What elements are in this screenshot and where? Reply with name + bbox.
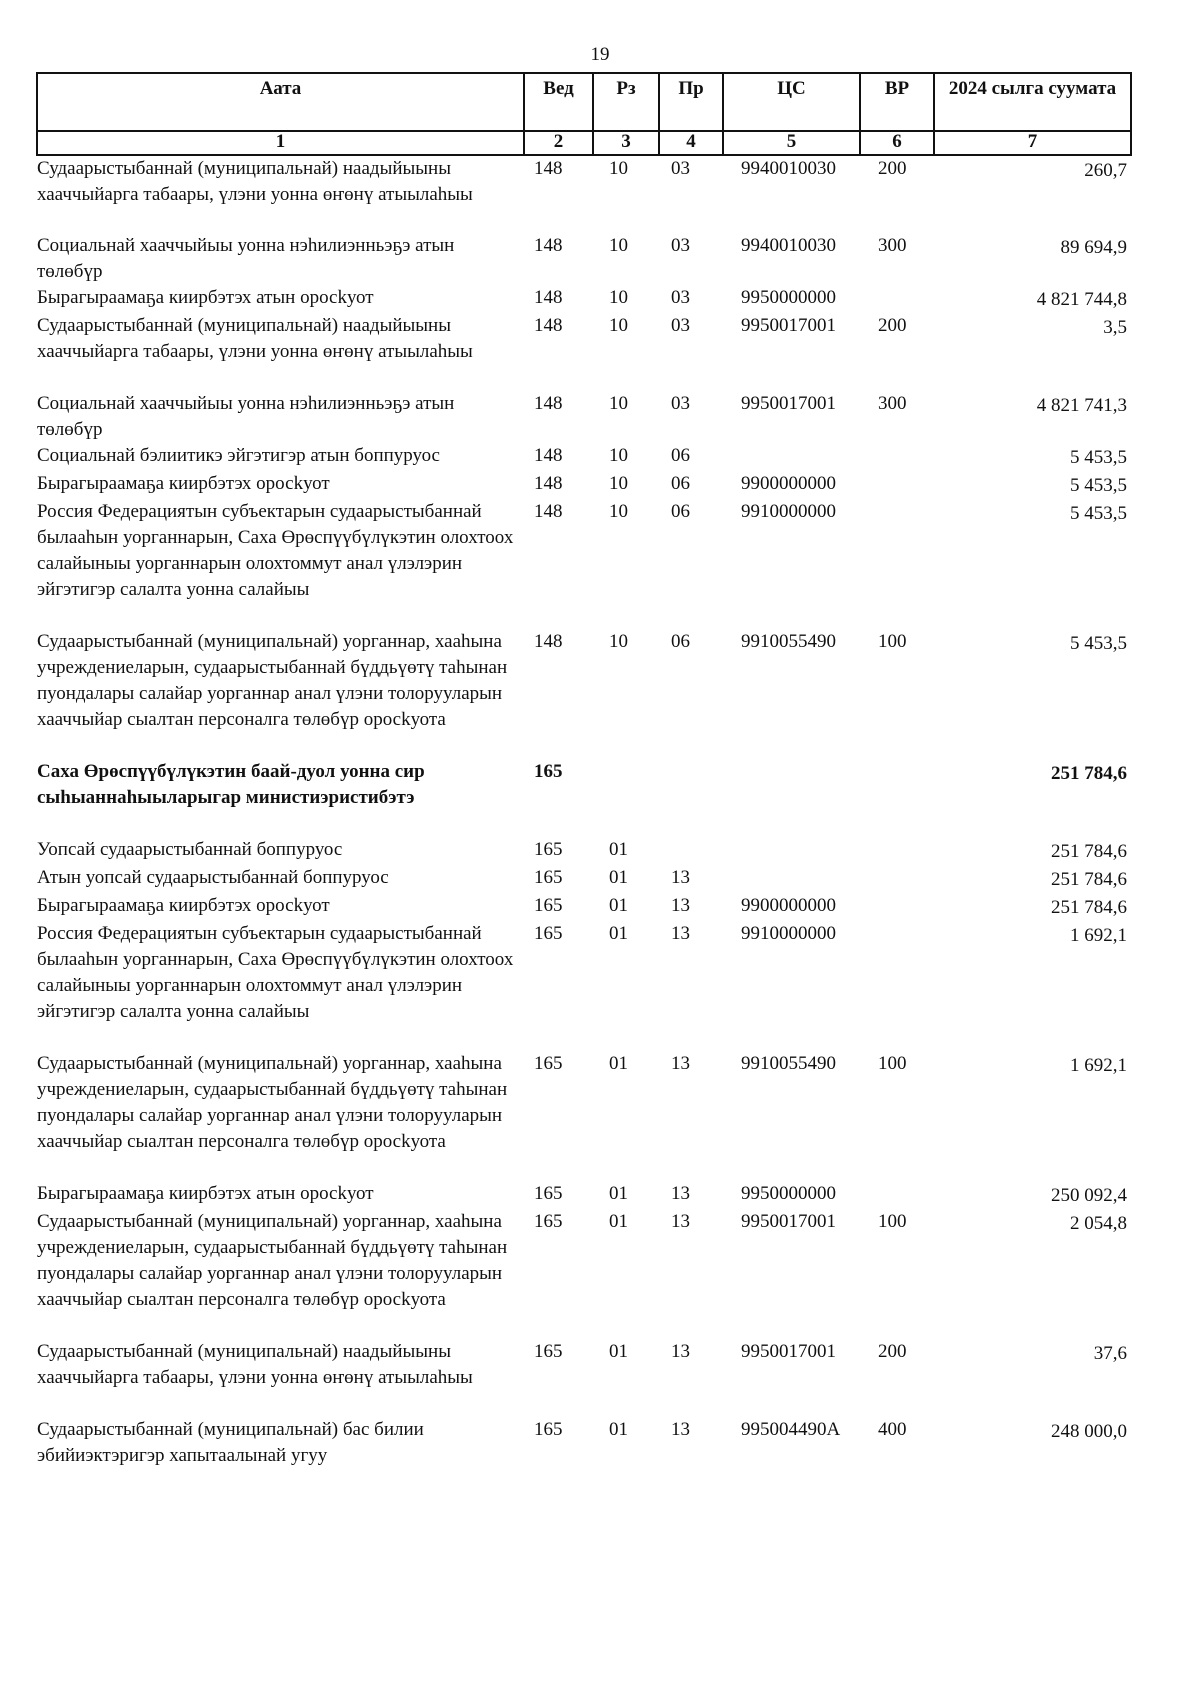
row-sum: 5 453,5 [1070,447,1127,468]
row-vr [860,285,934,313]
row-pr [659,759,723,837]
row-pr: 03 [671,393,690,414]
row-ved: 165 [534,1053,563,1074]
col-number: 7 [934,131,1131,155]
header-pr: Пр [659,73,723,131]
row-rz: 10 [609,631,628,652]
row-vr [860,471,934,499]
row-ved: 148 [534,315,563,336]
row-sum: 4 821 744,8 [1036,289,1127,310]
row-pr: 13 [671,867,690,888]
row-pr: 06 [671,501,690,522]
row-sum: 260,7 [1084,160,1127,181]
row-pr: 13 [671,1211,690,1232]
table-row [37,837,1131,865]
row-pr [659,837,723,865]
row-name: Социальнай хааччыйыы уонна нэһилиэнньэҕэ атын төлөбүр [37,235,455,282]
row-sum: 248 000,0 [1051,1421,1127,1442]
row-sum: 1 692,1 [1070,925,1127,946]
row-vr [860,759,934,837]
table-row [37,1417,1131,1469]
row-rz: 10 [609,501,628,522]
row-ved: 165 [534,761,563,782]
row-cs: 9940010030 [741,158,836,179]
row-sum: 5 453,5 [1070,475,1127,496]
row-rz: 01 [609,1419,628,1440]
row-rz: 01 [609,895,628,916]
row-cs: 9950017001 [741,1211,836,1232]
row-sum: 2 054,8 [1070,1213,1127,1234]
row-sum: 89 694,9 [1060,237,1127,258]
row-name: Бырагыраамаҕа киирбэтэх оросkуот [37,895,330,916]
row-rz: 10 [609,393,628,414]
row-pr: 03 [671,287,690,308]
row-rz: 10 [609,315,628,336]
row-name: Судаарыстыбаннай (муниципальнай) уорганнар, хааһына учреждениеларын, судаарыстыбаннай бүддьүөтү таһынан пуондалары салайар уорганнар анал үлэни толорууларын хааччыйар сыалтан персоналга төлөбүр оросkуота [37,631,508,730]
row-ved: 165 [534,1341,563,1362]
row-cs: 9910055490 [741,1053,836,1074]
row-name: Судаарыстыбаннай (муниципальнай) уорганнар, хааһына учреждениеларын, судаарыстыбаннай бүддьүөтү таһынан пуондалары салайар уорганнар анал үлэни толорууларын хааччыйар сыалтан персоналга төлөбүр оросkуота [37,1211,508,1310]
row-ved: 165 [534,1419,563,1440]
row-name: Судаарыстыбаннай (муниципальнай) наадыйыыны хааччыйарга табаары, үлэни уонна өҥөнү атыылаһыы [37,315,473,362]
row-sum: 251 784,6 [1051,897,1127,918]
row-cs: 9950017001 [741,393,836,414]
row-ved: 148 [534,287,563,308]
table-row [37,893,1131,921]
col-number: 5 [723,131,860,155]
row-cs [723,759,860,837]
row-vr: 200 [878,1341,907,1362]
row-pr: 06 [671,445,690,466]
row-cs: 9950017001 [741,1341,836,1362]
col-number: 4 [659,131,723,155]
row-name: Россия Федерациятын субъектарын судаарыстыбаннай былааһын уорганнарын, Саха Өрөспүүбүлүкэтин олохтоох салайыныы уорганнарын олохтоммут анал үлэлэрин эйгэтигэр салалта уонна салайыы [37,501,514,600]
row-sum: 4 821 741,3 [1036,395,1127,416]
row-rz: 10 [609,235,628,256]
row-sum: 1 692,1 [1070,1055,1127,1076]
row-ved: 165 [534,1211,563,1232]
table-row [37,443,1131,471]
table-row [37,285,1131,313]
table-row [37,921,1131,1051]
table-row [37,233,1131,285]
row-vr [860,1181,934,1209]
row-pr: 13 [671,923,690,944]
row-cs [723,443,860,471]
row-sum: 5 453,5 [1070,633,1127,654]
row-pr: 03 [671,158,690,179]
header-vr: ВР [860,73,934,131]
row-cs: 9910055490 [741,631,836,652]
table-row [37,1339,1131,1417]
row-cs: 9910000000 [741,923,836,944]
header-row [37,73,1131,131]
row-sum: 3,5 [1103,317,1127,338]
row-rz: 01 [609,1183,628,1204]
row-ved: 148 [534,445,563,466]
row-pr: 13 [671,1183,690,1204]
table-row [37,471,1131,499]
row-cs: 995004490A [741,1419,841,1440]
row-name: Судаарыстыбаннай (муниципальнай) наадыйыыны хааччыйарга табаары, үлэни уонна өҥөнү атыылаһыы [37,158,473,205]
row-cs [723,865,860,893]
row-name: Россия Федерациятын субъектарын судаарыстыбаннай былааһын уорганнарын, Саха Өрөспүүбүлүкэтин олохтоох салайыныы уорганнарын олохтоммут анал үлэлэрин эйгэтигэр салалта уонна салайыы [37,923,514,1022]
row-sum: 251 784,6 [1051,869,1127,890]
row-rz: 10 [609,158,628,179]
header-name: Аата [37,73,524,131]
row-name: Социальнай хааччыйыы уонна нэһилиэнньэҕэ атын төлөбүр [37,393,455,440]
row-rz: 01 [609,1211,628,1232]
row-cs: 9950017001 [741,315,836,336]
row-cs [723,837,860,865]
row-pr: 06 [671,631,690,652]
row-vr [860,921,934,1051]
row-cs: 9900000000 [741,473,836,494]
header-cs: ЦС [723,73,860,131]
column-number-row [37,131,1131,155]
row-ved: 148 [534,473,563,494]
row-ved: 148 [534,393,563,414]
col-number: 6 [860,131,934,155]
row-sum: 5 453,5 [1070,503,1127,524]
row-rz: 01 [609,839,628,860]
row-name: Бырагыраамаҕа киирбэтэх оросkуот [37,473,330,494]
row-name: Атын уопсай судаарыстыбаннай боппуруос [37,867,389,888]
row-vr [860,865,934,893]
row-rz: 01 [609,1341,628,1362]
row-name: Бырагыраамаҕа киирбэтэх атын оросkуот [37,287,374,308]
row-ved: 165 [534,839,563,860]
row-ved: 148 [534,631,563,652]
row-ved: 165 [534,1183,563,1204]
row-vr [860,443,934,471]
row-cs: 9940010030 [741,235,836,256]
table-row [37,155,1131,233]
row-pr: 13 [671,1341,690,1362]
row-pr: 03 [671,235,690,256]
row-name: Судаарыстыбаннай (муниципальнай) наадыйыыны хааччыйарга табаары, үлэни уонна өҥөнү атыылаһыы [37,1341,473,1388]
table-row [37,1209,1131,1339]
row-cs: 9950000000 [741,287,836,308]
row-vr: 300 [878,393,907,414]
row-name: Бырагыраамаҕа киирбэтэх атын оросkуот [37,1183,374,1204]
header-rz: Рз [593,73,659,131]
row-rz: 10 [609,287,628,308]
row-vr: 100 [878,1211,907,1232]
table-row [37,1051,1131,1181]
row-ved: 165 [534,867,563,888]
table-row [37,629,1131,759]
row-name: Уопсай судаарыстыбаннай боппуруос [37,839,343,860]
row-vr: 400 [878,1419,907,1440]
table-row [37,391,1131,443]
col-number: 1 [37,131,524,155]
col-number: 3 [593,131,659,155]
row-vr: 200 [878,158,907,179]
row-sum: 251 784,6 [1051,763,1127,784]
row-cs: 9950000000 [741,1183,836,1204]
table-row [37,865,1131,893]
row-name: Судаарыстыбаннай (муниципальнай) уорганнар, хааһына учреждениеларын, судаарыстыбаннай бүддьүөтү таһынан пуондалары салайар уорганнар анал үлэни толорууларын хааччыйар сыалтан персоналга төлөбүр оросkуота [37,1053,508,1152]
row-vr: 300 [878,235,907,256]
row-pr: 06 [671,473,690,494]
budget-table [36,72,1132,1469]
row-sum: 250 092,4 [1051,1185,1127,1206]
row-rz: 01 [609,1053,628,1074]
row-cs: 9910000000 [741,501,836,522]
row-pr: 03 [671,315,690,336]
row-sum: 251 784,6 [1051,841,1127,862]
row-name: Социальнай бэлиитикэ эйгэтигэр атын боппуруос [37,445,440,466]
table-row [37,1181,1131,1209]
row-pr: 13 [671,895,690,916]
header-sum: 2024 сылга суумата [934,73,1131,131]
row-pr: 13 [671,1053,690,1074]
table-row [37,499,1131,629]
table-row [37,759,1131,837]
row-sum: 37,6 [1093,1343,1127,1364]
row-cs: 9900000000 [741,895,836,916]
page-number: 19 [590,44,610,65]
table-row [37,313,1131,391]
row-vr: 200 [878,315,907,336]
row-rz: 01 [609,867,628,888]
row-rz: 10 [609,473,628,494]
row-rz: 01 [609,923,628,944]
col-number: 2 [524,131,593,155]
row-vr [860,499,934,629]
row-name: Саха Өрөспүүбүлүкэтин баай-дуол уонна сир сыһыаннаһыыларыгар министиэристибэтэ [37,761,425,808]
row-vr: 100 [878,631,907,652]
row-vr [860,893,934,921]
header-ved: Вед [524,73,593,131]
row-vr: 100 [878,1053,907,1074]
row-pr: 13 [671,1419,690,1440]
row-ved: 165 [534,923,563,944]
row-rz: 10 [609,445,628,466]
row-ved: 148 [534,501,563,522]
row-ved: 148 [534,158,563,179]
row-rz [593,759,659,837]
row-vr [860,837,934,865]
row-name: Судаарыстыбаннай (муниципальнай) бас билии эбийиэктэригэр хапытаалынай угуу [37,1419,424,1466]
row-ved: 148 [534,235,563,256]
row-ved: 165 [534,895,563,916]
